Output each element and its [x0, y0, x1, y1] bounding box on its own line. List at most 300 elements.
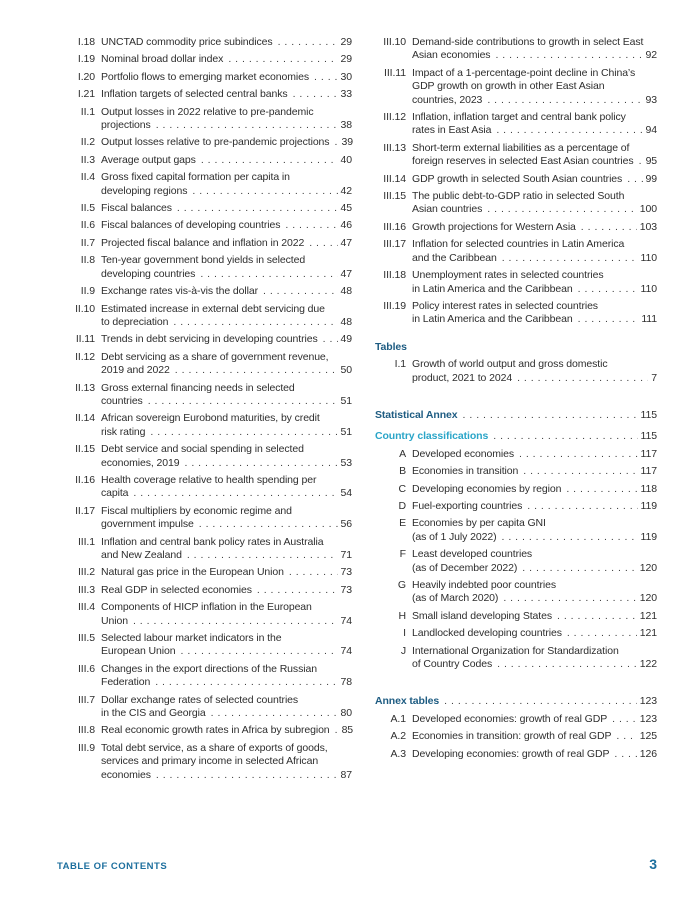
toc-entry[interactable]	[375, 645, 657, 672]
entry-text: Growth of world output and gross domestic	[412, 358, 608, 371]
entry-last-line	[101, 566, 352, 579]
dot-leader	[497, 658, 637, 671]
toc-entry[interactable]	[55, 663, 352, 690]
entry-body	[412, 627, 657, 640]
entry-page-number: 48	[340, 315, 352, 328]
entry-page-number: 47	[340, 236, 352, 249]
entry-body	[412, 142, 657, 169]
dot-leader	[496, 124, 642, 137]
dot-leader	[314, 71, 337, 84]
entry-number: I.21	[77, 88, 95, 101]
entry-text: Dollar exchange rates of selected countries	[101, 693, 299, 706]
entry-body	[101, 106, 352, 133]
entry-text: developing countries	[101, 267, 196, 280]
section-heading-link[interactable]	[375, 695, 657, 708]
entry-last-line	[412, 155, 657, 168]
entry-page-number: 110	[640, 251, 657, 264]
toc-entry[interactable]	[55, 724, 352, 737]
entry-last-line	[412, 500, 657, 513]
entry-text: Demand-side contributions to growth in select East	[412, 36, 644, 48]
section-heading-text: Statistical Annex	[375, 408, 458, 421]
footer-page-number: 3	[649, 856, 657, 872]
dot-leader	[495, 49, 642, 62]
entry-number: I.1	[394, 358, 406, 371]
entry-number: III.5	[77, 632, 95, 645]
entry-text: in the CIS and Georgia	[101, 707, 206, 720]
toc-entry[interactable]	[375, 730, 657, 743]
toc-entry[interactable]	[55, 202, 352, 215]
entry-body	[412, 748, 657, 761]
entry-body	[101, 663, 352, 690]
entry-text: to depreciation	[101, 315, 169, 328]
toc-entry[interactable]	[55, 36, 352, 49]
entry-number: II.12	[75, 350, 95, 363]
toc-entry[interactable]	[375, 517, 657, 544]
dot-leader	[200, 268, 337, 281]
entry-text: UNCTAD commodity price subindices	[101, 36, 273, 48]
entry-text: Impact of a 1-percentage-point decline in China’s	[412, 66, 636, 79]
dot-leader	[493, 430, 637, 443]
entry-body	[101, 632, 352, 659]
entry-text: Changes in the export directions of the Russian	[101, 662, 317, 675]
entry-body	[101, 584, 352, 597]
entry-number: II.2	[80, 136, 95, 149]
dot-leader	[523, 465, 637, 478]
toc-entry[interactable]	[55, 88, 352, 101]
toc-entry[interactable]	[55, 237, 352, 250]
dot-leader	[566, 483, 637, 496]
entry-text: Fiscal balances of developing countries	[101, 219, 281, 232]
entry-number: III.2	[77, 566, 95, 579]
entry-last-line	[101, 676, 352, 689]
toc-entry[interactable]	[55, 694, 352, 721]
entry-page-number: 80	[340, 707, 352, 720]
entry-number: II.14	[75, 412, 95, 425]
dot-leader	[289, 566, 338, 579]
dot-leader	[156, 769, 338, 782]
entry-body	[412, 36, 657, 63]
entry-last-line	[101, 316, 352, 329]
entry-page-number: 29	[340, 36, 352, 48]
entry-page-number: 122	[639, 658, 657, 671]
entry-number: II.8	[80, 254, 95, 267]
toc-entry[interactable]	[55, 106, 352, 133]
entry-body	[412, 579, 657, 606]
toc-entry[interactable]	[55, 536, 352, 563]
toc-entry[interactable]	[375, 713, 657, 726]
entry-page-number: 29	[340, 53, 352, 66]
toc-entry[interactable]	[55, 71, 352, 84]
toc-entry[interactable]	[375, 111, 657, 138]
entry-text: GDP growth on growth in other East Asian	[412, 80, 605, 93]
entry-body	[101, 566, 352, 579]
entry-page-number: 100	[639, 203, 657, 216]
entry-last-line	[101, 518, 352, 531]
toc-entry[interactable]	[375, 627, 657, 640]
entry-text: and the Caribbean	[412, 251, 497, 264]
entry-body	[412, 548, 657, 575]
entry-page-number: 51	[340, 425, 352, 438]
entry-last-line	[412, 610, 657, 623]
entry-page-number: 73	[340, 566, 352, 579]
entry-last-line	[101, 285, 352, 298]
entry-page-number: 39	[341, 136, 353, 149]
toc-entry[interactable]	[55, 505, 352, 532]
entry-number: I.19	[77, 53, 95, 66]
entry-last-line	[101, 119, 352, 132]
entry-last-line	[412, 465, 657, 478]
dot-leader	[173, 316, 337, 329]
entry-page-number: 30	[340, 70, 352, 83]
entry-number: II.6	[80, 219, 95, 232]
entry-text: Projected fiscal balance and inflation in 2022	[101, 236, 305, 249]
entry-body	[101, 412, 352, 439]
entry-page-number: 121	[639, 609, 657, 622]
entry-number: C	[398, 482, 406, 495]
dot-leader	[578, 283, 638, 296]
toc-entry[interactable]	[55, 171, 352, 198]
entry-last-line	[101, 136, 352, 149]
entry-number: III.11	[384, 66, 406, 79]
entry-page-number: 40	[340, 153, 352, 166]
toc-entry[interactable]	[55, 382, 352, 409]
toc-entry[interactable]	[55, 333, 352, 346]
entry-body	[412, 221, 657, 234]
dot-leader	[211, 707, 338, 720]
entry-text: economies	[101, 768, 151, 781]
entry-number: I.18	[77, 36, 95, 48]
entry-last-line	[412, 313, 657, 326]
toc-entry[interactable]	[375, 610, 657, 623]
entry-number: II.4	[80, 171, 95, 184]
entry-body	[101, 254, 352, 281]
entry-body	[412, 713, 657, 726]
entry-last-line	[101, 395, 352, 408]
toc-entry[interactable]	[375, 500, 657, 513]
entry-text: Debt servicing as a share of government revenue,	[101, 350, 329, 363]
entry-number: III.19	[383, 299, 406, 312]
entry-text: developing regions	[101, 184, 188, 197]
entry-number: III.1	[77, 535, 95, 548]
entry-number: III.10	[383, 36, 406, 48]
toc-entry[interactable]	[375, 190, 657, 217]
entry-number: B	[399, 465, 406, 478]
entry-text: Health coverage relative to health spending per	[101, 473, 317, 486]
entry-text: (as of December 2022)	[412, 561, 518, 574]
entry-body	[412, 111, 657, 138]
entry-text: Developing economies by region	[412, 482, 562, 495]
toc-entry[interactable]	[375, 448, 657, 461]
entry-last-line	[412, 372, 657, 385]
toc-entry[interactable]	[375, 748, 657, 761]
entry-text: Ten-year government bond yields in selected	[101, 254, 306, 267]
toc-entry[interactable]	[55, 474, 352, 501]
entry-page-number: 123	[639, 712, 657, 725]
entry-number: A	[399, 447, 406, 460]
entry-body	[101, 536, 352, 563]
entry-page-number: 94	[645, 124, 657, 137]
entry-text: Heavily indebted poor countries	[412, 579, 556, 591]
toc-entry[interactable]	[55, 632, 352, 659]
entry-text: Developing economies: growth of real GDP	[412, 747, 610, 760]
section-heading: Tables	[375, 340, 407, 353]
entry-body	[101, 742, 352, 782]
entry-body	[101, 351, 352, 378]
toc-entry[interactable]	[375, 142, 657, 169]
entry-last-line	[101, 487, 352, 500]
entry-body	[101, 505, 352, 532]
dot-leader	[192, 185, 337, 198]
entry-number: I.20	[77, 70, 95, 83]
entry-text: countries, 2023	[412, 93, 483, 106]
toc-entry[interactable]	[375, 300, 657, 327]
entry-number: III.4	[77, 601, 95, 614]
entry-text: countries	[101, 394, 143, 407]
entry-last-line	[412, 562, 657, 575]
dot-leader	[522, 562, 636, 575]
dot-leader	[201, 154, 338, 167]
entry-text: risk rating	[101, 425, 146, 438]
entry-page-number: 117	[640, 447, 657, 460]
entry-text: Natural gas price in the European Union	[101, 566, 284, 579]
entry-text: Least developed countries	[412, 548, 533, 561]
dot-leader	[148, 395, 338, 408]
entry-last-line	[101, 584, 352, 597]
entry-body	[101, 601, 352, 628]
entry-page-number: 93	[645, 93, 657, 106]
toc-entry[interactable]	[55, 566, 352, 579]
entry-number: I	[403, 627, 406, 640]
entry-page-number: 95	[645, 155, 658, 168]
entry-last-line	[101, 645, 352, 658]
entry-last-line	[412, 658, 657, 671]
toc-entry[interactable]	[55, 154, 352, 167]
entry-body	[101, 88, 352, 101]
toc-entry[interactable]	[55, 136, 352, 149]
entry-text: GDP growth in selected South Asian countries	[412, 172, 623, 185]
dot-leader	[614, 748, 636, 761]
entry-text: Landlocked developing countries	[412, 627, 562, 640]
section-heading-link[interactable]	[375, 430, 657, 443]
entry-text: Output losses relative to pre-pandemic projections	[101, 136, 330, 149]
entry-page-number: 78	[340, 676, 352, 689]
entry-text: foreign reserves in selected East Asian countries	[412, 155, 634, 168]
toc-entry[interactable]	[375, 465, 657, 478]
entry-text: Nominal broad dollar index	[101, 53, 224, 66]
entry-number: G	[397, 579, 406, 591]
entry-text: (as of March 2020)	[412, 592, 499, 605]
entry-text: government impulse	[101, 518, 194, 531]
entry-body	[101, 136, 352, 149]
toc-entry[interactable]	[375, 238, 657, 265]
toc-entry[interactable]	[375, 269, 657, 296]
entry-last-line	[101, 426, 352, 439]
entry-text: Policy interest rates in selected countries	[412, 299, 598, 312]
entry-text: Output losses in 2022 relative to pre-pandemic	[101, 105, 314, 118]
entry-last-line	[412, 173, 657, 186]
entry-page-number: 92	[645, 49, 657, 62]
entry-text: Small island developing States	[412, 609, 553, 622]
toc-entry[interactable]	[55, 351, 352, 378]
entry-body	[101, 154, 352, 167]
entry-page-number: 73	[340, 583, 352, 596]
entry-number: III.17	[383, 238, 406, 251]
entry-text: Fuel-exporting countries	[412, 499, 523, 512]
toc-entry[interactable]	[55, 303, 352, 330]
entry-page-number: 71	[340, 549, 352, 561]
toc-entry[interactable]	[375, 483, 657, 496]
dot-leader	[487, 94, 642, 107]
entry-last-line	[101, 549, 352, 562]
entry-last-line	[101, 219, 352, 232]
entry-text: The public debt-to-GDP ratio in selected South	[412, 190, 625, 203]
toc-entry[interactable]	[55, 285, 352, 298]
footer-section-label: TABLE OF CONTENTS	[57, 861, 168, 872]
entry-text: Asian economies	[412, 49, 491, 62]
toc-entry[interactable]	[375, 67, 657, 107]
entry-last-line	[412, 283, 657, 296]
entry-body	[412, 173, 657, 186]
entry-text: Fiscal multipliers by economic regime and	[101, 504, 292, 517]
entry-number: III.6	[77, 662, 95, 675]
entry-text: Selected labour market indicators in the	[101, 632, 282, 645]
entry-text: and New Zealand	[101, 549, 182, 561]
dot-leader	[228, 53, 337, 66]
entry-text: Exchange rates vis-à-vis the dollar	[101, 285, 258, 298]
entry-page-number: 85	[341, 724, 354, 737]
entry-number: II.16	[75, 473, 95, 486]
dot-leader	[155, 676, 337, 689]
entry-last-line	[412, 448, 657, 461]
toc-left-column	[55, 36, 352, 786]
entry-last-line	[101, 364, 352, 377]
entry-number: III.12	[383, 111, 406, 124]
entry-text: Average output gaps	[101, 153, 196, 166]
entry-last-line	[412, 592, 657, 605]
toc-entry[interactable]	[55, 412, 352, 439]
entry-body	[412, 358, 657, 385]
toc-entry[interactable]	[55, 254, 352, 281]
entry-page-number: 126	[639, 747, 657, 760]
toc-entry[interactable]	[375, 548, 657, 575]
entry-last-line	[101, 53, 352, 66]
entry-text: Inflation and central bank policy rates in Australia	[101, 535, 324, 548]
entry-last-line	[101, 185, 352, 198]
entry-page-number: 117	[640, 465, 657, 478]
entry-body	[101, 724, 352, 737]
toc-right-column	[375, 36, 657, 786]
dot-leader	[463, 409, 638, 422]
entry-page-number: 33	[340, 88, 352, 101]
dot-leader	[181, 645, 338, 658]
entry-last-line	[101, 88, 352, 101]
entry-last-line	[412, 49, 657, 62]
page-footer	[57, 856, 657, 872]
entry-text: Growth projections for Western Asia	[412, 220, 576, 233]
entry-page-number: 51	[340, 394, 352, 407]
entry-number: II.1	[80, 105, 95, 118]
entry-body	[101, 171, 352, 198]
dot-leader	[616, 730, 636, 743]
entry-body	[412, 465, 657, 478]
entry-text: capita	[101, 487, 129, 500]
dot-leader	[133, 487, 337, 500]
dot-leader	[323, 333, 338, 346]
entry-page-number: 7	[651, 371, 657, 384]
dot-leader	[581, 221, 637, 234]
entry-number: III.16	[383, 220, 406, 233]
toc-entry[interactable]	[375, 173, 657, 186]
entry-body	[412, 610, 657, 623]
toc-entry[interactable]	[375, 358, 657, 385]
entry-text: Components of HICP inflation in the European	[101, 601, 312, 614]
entry-number: II.3	[80, 153, 95, 166]
entry-text: European Union	[101, 645, 176, 658]
entry-text: Federation	[101, 676, 151, 689]
toc-entry[interactable]	[55, 219, 352, 232]
entry-page-number: 46	[340, 219, 352, 232]
toc-entry[interactable]	[375, 221, 657, 234]
entry-body	[101, 443, 352, 470]
section-spacer	[375, 675, 657, 695]
toc-entry[interactable]	[375, 579, 657, 606]
entry-number: III.7	[77, 693, 95, 706]
entry-last-line	[412, 221, 657, 234]
toc-entry[interactable]	[55, 443, 352, 470]
entry-text: Inflation for selected countries in Latin America	[412, 238, 625, 251]
entry-text: Asian countries	[412, 203, 483, 216]
entry-body	[101, 36, 352, 49]
dot-leader	[503, 592, 636, 605]
entry-text: Developed economies	[412, 447, 514, 460]
entry-number: II.10	[75, 302, 95, 315]
entry-text: Real economic growth rates in Africa by subregion	[101, 724, 330, 737]
entry-number: III.18	[383, 269, 406, 282]
entry-page-number: 120	[639, 561, 657, 574]
toc-entry[interactable]	[375, 36, 657, 63]
entry-page-number: 45	[340, 202, 352, 215]
toc-entry[interactable]	[55, 584, 352, 597]
entry-page-number: 47	[340, 267, 352, 280]
entry-page-number: 74	[340, 645, 352, 658]
entry-text: Developed economies: growth of real GDP	[412, 712, 608, 725]
entry-body	[101, 71, 352, 84]
entry-text: Trends in debt servicing in developing countries	[101, 333, 318, 346]
entry-last-line	[412, 483, 657, 496]
toc-entry[interactable]	[55, 53, 352, 66]
entry-number: II.7	[80, 236, 95, 249]
entry-text: Real GDP in selected economies	[101, 583, 252, 596]
entry-body	[412, 300, 657, 327]
toc-entry[interactable]	[55, 601, 352, 628]
entry-last-line	[412, 124, 657, 137]
entry-last-line	[101, 268, 352, 281]
entry-text: projections	[101, 119, 151, 132]
entry-text: Fiscal balances	[101, 202, 172, 215]
entry-body	[412, 190, 657, 217]
entry-number: III.3	[77, 583, 95, 596]
section-heading-link[interactable]	[375, 409, 657, 422]
entry-text: Economies in transition: growth of real GDP	[412, 730, 612, 743]
entry-page-number: 123	[639, 695, 657, 708]
entry-page-number: 115	[640, 408, 657, 421]
entry-number: A.2	[390, 730, 406, 743]
dot-leader	[517, 372, 648, 385]
entry-last-line	[101, 615, 352, 628]
entry-body	[101, 219, 352, 232]
entry-body	[101, 202, 352, 215]
toc-entry[interactable]	[55, 742, 352, 782]
